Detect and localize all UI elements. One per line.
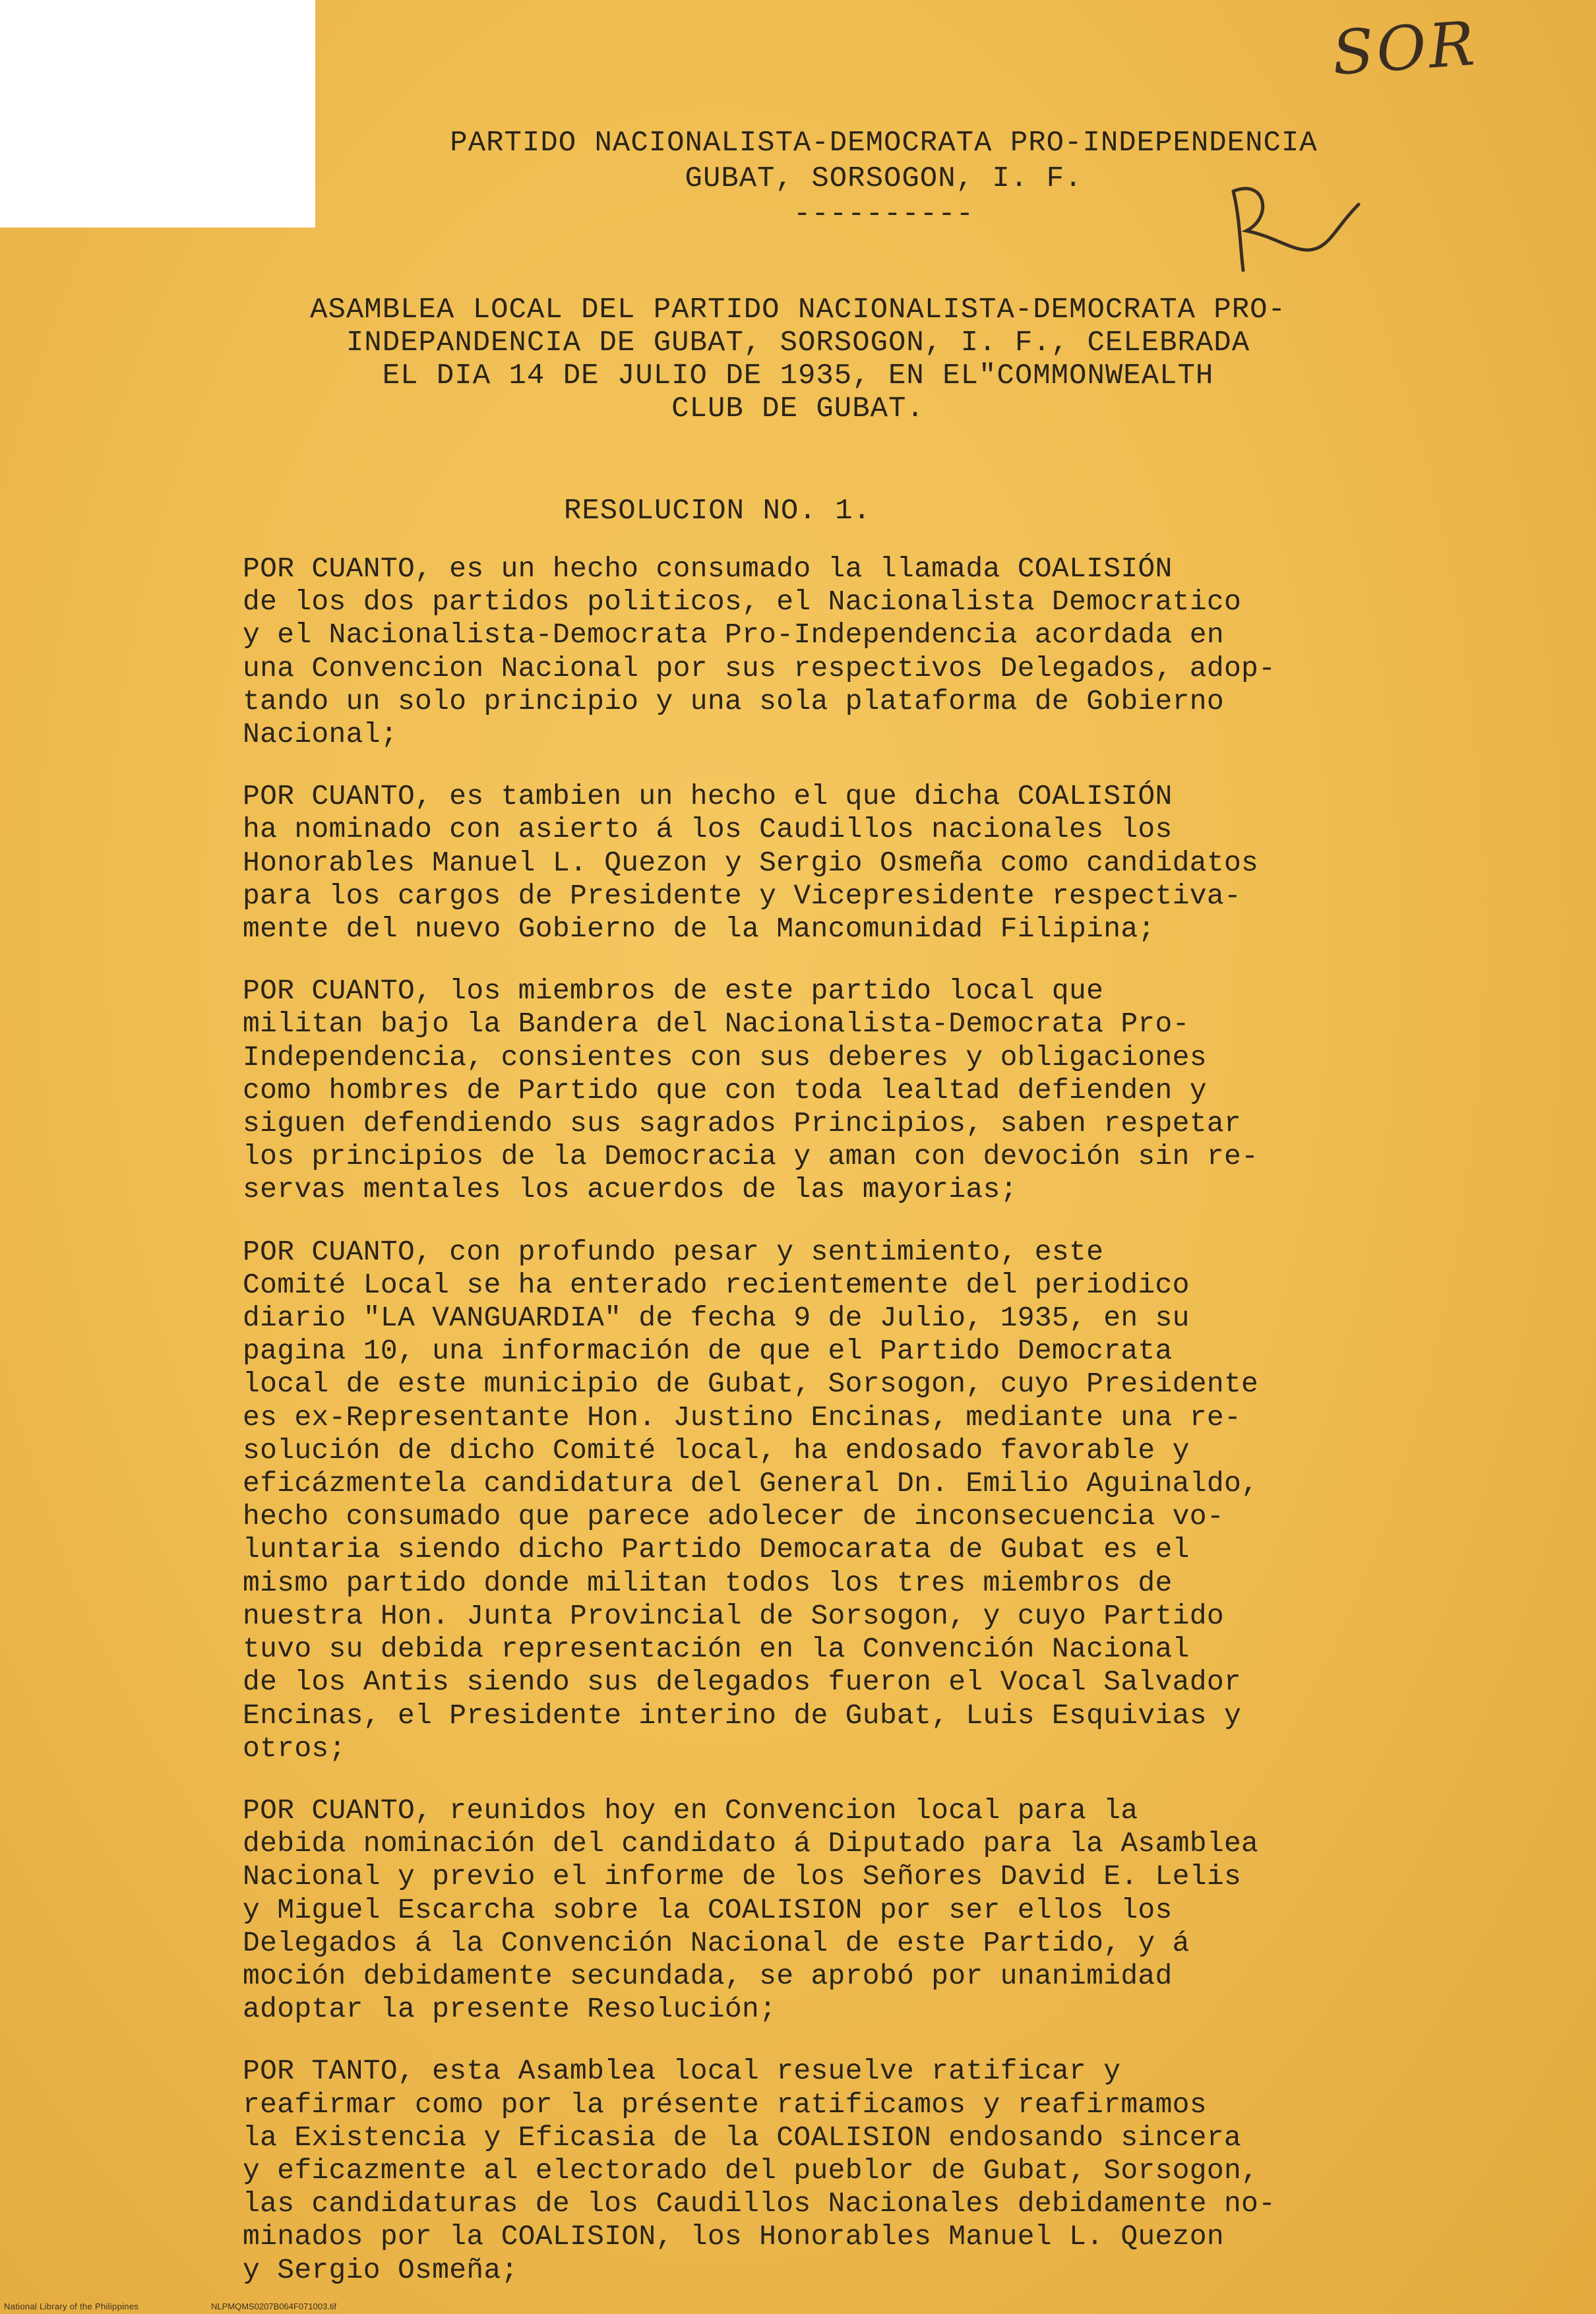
assembly-title: ASAMBLEA LOCAL DEL PARTIDO NACIONALISTA-DEMOCRATA PRO- INDEPANDENCIA DE GUBAT, SORSOGON, I. F., CELEBRADA EL DIA 14 DE JULIO DE 1935, EN EL"COMMONWEALTH CLUB DE GUBAT. [310, 293, 1286, 425]
resolution-number: RESOLUCION NO. 1. [564, 495, 871, 528]
resolution-body [243, 553, 1456, 2314]
header-divider: ---------- [793, 198, 975, 231]
resolved-paragraph: POR TANTO, esta Asamblea local resuelve ratificar y reafirmar como por la présente ratificamos y reafirmamos la Existencia y Eficasia de la COALISION endosando sincera y eficazmente al electorado del pueblor de Gubat, Sorsogon, las candidaturas de los Caudillos Nacionales debidamente no- minados por la COALISION, los Honorables Manuel L. Quezon y Sergio Osmeña; [243, 2055, 1276, 2286]
whereas-paragraph-3: POR CUANTO, los miembros de este partido local que militan bajo la Bandera del Nacionalista-Democrata Pro- Independencia, consientes con sus deberes y obligaciones como hombres de Partido que con toda lealtad defienden y siguen defendiendo sus sagrados Principios, saben respetar los principios de la Democracia y aman con devoción sin re- servas mentales los acuerdos de las mayorias; [243, 975, 1259, 1206]
file-identifier: NLPMQMS0207B064F071003.tif [211, 2301, 337, 2311]
whereas-paragraph-5: POR CUANTO, reunidos hoy en Convencion local para la debida nominación del candidato á Diputado para la Asamblea Nacional y previo el informe de los Señores David E. Lelis y Miguel Escarcha sobre la COALISION por ser ellos los Delegados á la Convención Nacional de este Partido, y á moción debidamente secundada, se aprobó por unanimidad adoptar la presente Resolución; [243, 1794, 1259, 2026]
whereas-paragraph-1: POR CUANTO, es un hecho consumado la llamada COALISIÓN de los dos partidos politicos, el Nacionalista Democratico y el Nacionalista-Democrata Pro-Independencia acordada en una Convencion Nacional por sus respectivos Delegados, adop- tando un solo principio y una sola plataforma de Gobierno Nacional; [243, 553, 1276, 751]
library-caption: National Library of the Philippines [4, 2301, 139, 2311]
whereas-paragraph-4: POR CUANTO, con profundo pesar y sentimiento, este Comité Local se ha enterado recientemente del periodico diario "LA VANGUARDIA" de fecha 9 de Julio, 1935, en su pagina 10, una información de que el Partido Democrata local de este municipio de Gubat, Sorsogon, cuyo Presidente es ex-Representante Hon. Justino Encinas, mediante una re- solución de dicho Comité local, ha endosado favorable y eficázmentela candidatura del General Dn. Emilio Aguinaldo, hecho consumado que parece adolecer de inconsecuencia vo- luntaria siendo dicho Partido Democarata de Gubat es el mismo partido donde militan todos los tres miembros de nuestra Hon. Junta Provincial de Sorsogon, y cuyo Partido tuvo su debida representación en la Convención Nacional de los Antis siendo sus delegados fueron el Vocal Salvador Encinas, el Presidente interino de Gubat, Luis Esquivias y otros; [243, 1235, 1259, 1765]
party-name: PARTIDO NACIONALISTA-DEMOCRATA PRO-INDEPENDENCIA [450, 127, 1318, 160]
party-location: GUBAT, SORSOGON, I. F. [685, 162, 1083, 195]
party-header [0, 125, 1596, 232]
handwritten-mark: SOR [1330, 8, 1480, 89]
whereas-paragraph-2: POR CUANTO, es tambien un hecho el que dicha COALISIÓN ha nominado con asierto á los Caudillos nacionales los Honorables Manuel L. Quezon y Sergio Osmeña como candidatos para los cargos de Presidente y Vicepresidente respectiva- mente del nuevo Gobierno de la Mancomunidad Filipina; [243, 780, 1259, 946]
